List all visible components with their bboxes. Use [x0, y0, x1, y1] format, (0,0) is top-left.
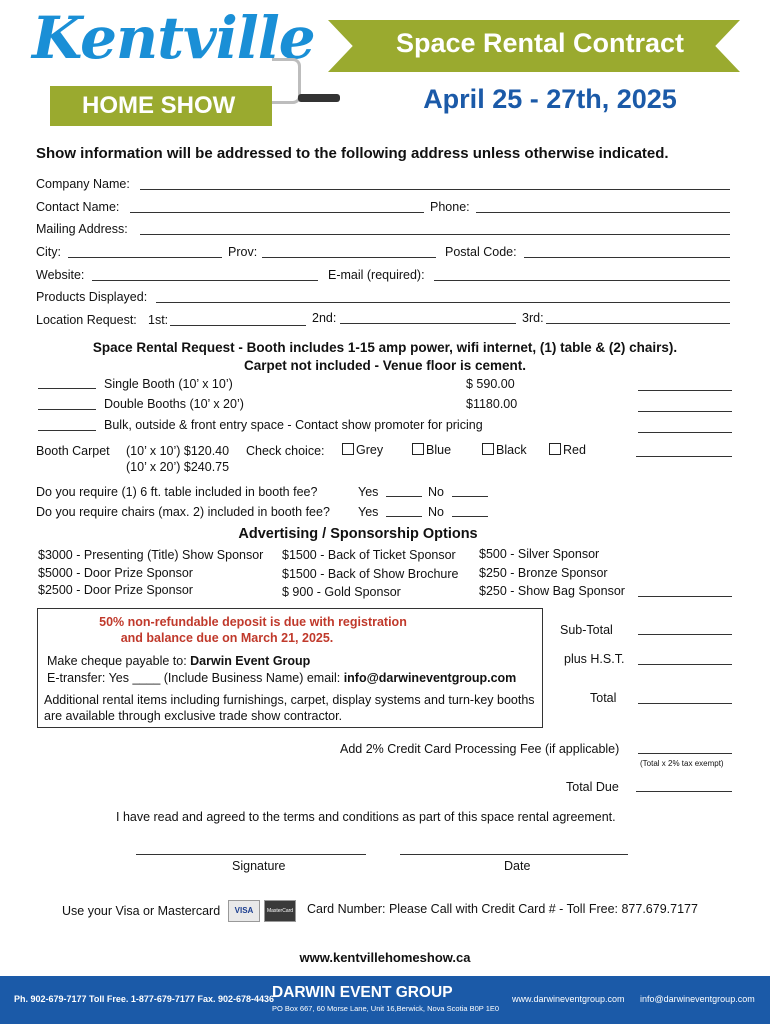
- postal-label: Postal Code:: [445, 245, 517, 259]
- blue-checkbox[interactable]: [412, 443, 424, 455]
- chairs-no-field[interactable]: [452, 516, 488, 517]
- signature-field[interactable]: [136, 854, 366, 855]
- email-field[interactable]: [434, 280, 730, 281]
- footer-address: PO Box 667, 60 Morse Lane, Unit 16,Berwick, Nova Scotia B0P 1E0: [272, 1004, 500, 1013]
- contract-title: Space Rental Contract: [395, 28, 685, 58]
- cc-fee-field[interactable]: [638, 753, 732, 754]
- location-third-field[interactable]: [546, 323, 730, 324]
- single-booth-qty[interactable]: [38, 388, 96, 389]
- bulk-space-amount[interactable]: [638, 432, 732, 433]
- table-yes-label: Yes: [358, 485, 379, 499]
- grey-label: Grey: [356, 443, 384, 457]
- location-first-label: 1st:: [148, 313, 169, 327]
- logo-subtitle: HOME SHOW: [82, 92, 236, 119]
- total-label: Total: [590, 691, 617, 705]
- chairs-question: Do you require chairs (max. 2) included in booth fee?: [36, 505, 330, 519]
- etransfer-email[interactable]: info@darwineventgroup.com: [343, 671, 517, 685]
- visa-mc-text: Use your Visa or Mastercard: [62, 904, 221, 918]
- intro-text: Show information will be addressed to the following address unless otherwise indicated.: [36, 145, 669, 162]
- red-label: Red: [563, 443, 586, 457]
- date-field[interactable]: [400, 854, 628, 855]
- company-label: Company Name:: [36, 177, 130, 191]
- footer-email[interactable]: info@darwineventgroup.com: [640, 994, 755, 1004]
- agreement-text: I have read and agreed to the terms and conditions as part of this space rental agreement.: [116, 810, 616, 824]
- hst-field[interactable]: [638, 664, 732, 665]
- chairs-yes-field[interactable]: [386, 516, 422, 517]
- carpet-grey-option[interactable]: [342, 443, 383, 457]
- chairs-yes-label: Yes: [358, 505, 379, 519]
- advertising-heading: Advertising / Sponsorship Options: [238, 526, 478, 542]
- website-field[interactable]: [92, 280, 318, 281]
- bulk-space-qty[interactable]: [38, 430, 96, 431]
- footer-bar: [0, 976, 770, 1024]
- location-label: Location Request:: [36, 313, 137, 327]
- blue-label: Blue: [426, 443, 452, 457]
- deposit-line-2: and balance due on March 21, 2025.: [120, 631, 334, 645]
- sponsor-amount[interactable]: [638, 596, 732, 597]
- phone-field[interactable]: [476, 212, 730, 213]
- chairs-no-label: No: [428, 505, 444, 519]
- date-label: Date: [504, 859, 531, 873]
- check-choice-label: Check choice:: [246, 444, 325, 458]
- email-label: E-mail (required):: [328, 268, 425, 282]
- red-checkbox[interactable]: [549, 443, 561, 455]
- products-label: Products Displayed:: [36, 290, 148, 304]
- location-second-field[interactable]: [340, 323, 516, 324]
- subtotal-label: Sub-Total: [560, 623, 613, 637]
- bulk-space-label: Bulk, outside & front entry space - Contact show promoter for pricing: [104, 418, 483, 432]
- location-third-label: 3rd:: [522, 311, 544, 325]
- sponsor-option: $1500 - Back of Show Brochure: [282, 567, 459, 581]
- sponsor-option: $1500 - Back of Ticket Sponsor: [282, 548, 456, 562]
- carpet-amount[interactable]: [636, 456, 732, 457]
- total-due-label: Total Due: [566, 780, 619, 794]
- grey-checkbox[interactable]: [342, 443, 354, 455]
- prov-field[interactable]: [262, 257, 436, 258]
- cc-fee-label: Add 2% Credit Card Processing Fee (if applicable): [340, 742, 620, 756]
- company-field[interactable]: [140, 189, 730, 190]
- table-no-label: No: [428, 485, 444, 499]
- footer-company: DARWIN EVENT GROUP: [272, 984, 453, 1001]
- show-dates: April 25 - 27th, 2025: [423, 84, 677, 114]
- hst-label: plus H.S.T.: [564, 652, 625, 666]
- single-booth-label: Single Booth (10’ x 10’): [104, 377, 233, 391]
- visa-card-icon: VISA: [228, 900, 260, 922]
- products-field[interactable]: [156, 302, 730, 303]
- table-question: Do you require (1) 6 ft. table included in booth fee?: [36, 485, 318, 499]
- rental-heading-1: Space Rental Request - Booth includes 1-15 amp power, wifi internet, (1) table & (2) chairs).: [92, 340, 678, 355]
- phone-label: Phone:: [430, 200, 470, 214]
- postal-field[interactable]: [524, 257, 730, 258]
- cc-fee-note: (Total x 2% tax exempt): [640, 759, 724, 768]
- cheque-label: Make cheque payable to:: [47, 654, 191, 668]
- sponsor-option: $500 - Silver Sponsor: [479, 547, 600, 561]
- location-first-field[interactable]: [170, 325, 306, 326]
- single-booth-amount[interactable]: [638, 390, 732, 391]
- footer-phones: Ph. 902-679-7177 Toll Free. 1-877-679-7177 Fax. 902-678-4436: [14, 994, 274, 1004]
- double-booth-price: $1180.00: [466, 397, 518, 411]
- table-no-field[interactable]: [452, 496, 488, 497]
- contact-field[interactable]: [130, 212, 424, 213]
- sponsor-option: $5000 - Door Prize Sponsor: [38, 566, 193, 580]
- total-field[interactable]: [638, 703, 732, 704]
- deposit-line-1: 50% non-refundable deposit is due with registration: [99, 615, 407, 629]
- location-second-label: 2nd:: [312, 311, 337, 325]
- mailing-label: Mailing Address:: [36, 222, 128, 236]
- carpet-red-option[interactable]: [549, 443, 586, 457]
- contact-label: Contact Name:: [36, 200, 120, 214]
- sponsor-option: $250 - Show Bag Sponsor: [479, 584, 625, 598]
- double-booth-amount[interactable]: [638, 411, 732, 412]
- sponsor-option: $2500 - Door Prize Sponsor: [38, 583, 193, 597]
- etransfer-label: E-transfer: Yes ____ (Include Business Name) email:: [47, 671, 344, 685]
- subtotal-field[interactable]: [638, 634, 732, 635]
- cheque-payee: Darwin Event Group: [190, 654, 311, 668]
- paint-roller-icon: [272, 58, 301, 104]
- prov-label: Prov:: [228, 245, 258, 259]
- sponsor-option: $3000 - Presenting (Title) Show Sponsor: [38, 548, 264, 562]
- additional-rentals-note: Additional rental items including furnishings, carpet, display systems and turn-key booths are available through exclusive trade show contractor.: [44, 693, 535, 723]
- black-label: Black: [496, 443, 527, 457]
- carpet-small: (10’ x 10’) $120.40: [126, 444, 230, 458]
- total-due-field[interactable]: [636, 791, 732, 792]
- website-label: Website:: [36, 268, 85, 282]
- cheque-line: [47, 654, 310, 668]
- table-yes-field[interactable]: [386, 496, 422, 497]
- carpet-blue-option[interactable]: [412, 443, 451, 457]
- single-booth-price: $ 590.00: [466, 377, 515, 391]
- double-booth-qty[interactable]: [38, 409, 96, 410]
- carpet-label: Booth Carpet: [36, 444, 110, 458]
- footer-web[interactable]: www.darwineventgroup.com: [512, 994, 625, 1004]
- sponsor-option: $250 - Bronze Sponsor: [479, 566, 608, 580]
- carpet-black-option[interactable]: [482, 443, 527, 457]
- city-field[interactable]: [68, 257, 222, 258]
- etransfer-line: [47, 671, 516, 685]
- carpet-large: (10’ x 20’) $240.75: [126, 460, 230, 474]
- black-checkbox[interactable]: [482, 443, 494, 455]
- sponsor-option: $ 900 - Gold Sponsor: [282, 585, 401, 599]
- signature-label: Signature: [232, 859, 286, 873]
- mailing-field[interactable]: [140, 234, 730, 235]
- paint-roller-handle: [298, 94, 340, 102]
- city-label: City:: [36, 245, 61, 259]
- card-number-text: Card Number: Please Call with Credit Card # - Toll Free: 877.679.7177: [307, 902, 698, 916]
- mastercard-icon: MasterCard: [264, 900, 296, 922]
- logo-wordmark: Kentville: [32, 4, 315, 72]
- rental-heading-2: Carpet not included - Venue floor is cement.: [243, 358, 527, 373]
- double-booth-label: Double Booths (10’ x 20’): [104, 397, 244, 411]
- show-website[interactable]: www.kentvillehomeshow.ca: [299, 950, 471, 965]
